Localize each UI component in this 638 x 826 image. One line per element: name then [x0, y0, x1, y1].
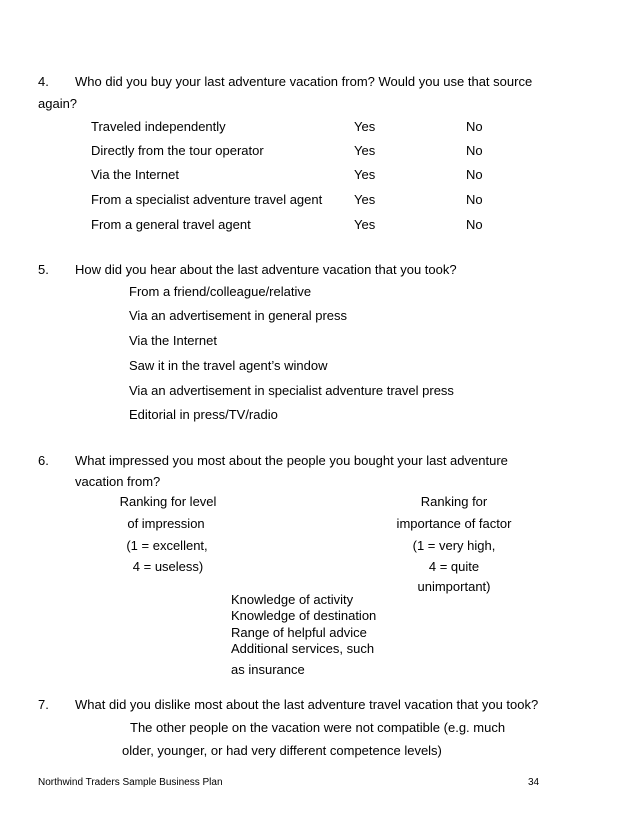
q4-row-no: No: [466, 143, 483, 158]
q6-left-header-line: (1 = excellent,: [126, 538, 208, 553]
q4-row-yes: Yes: [354, 119, 376, 134]
q4-row-label: Directly from the tour operator: [91, 143, 264, 158]
q5-option: Via an advertisement in specialist adventure travel press: [129, 383, 454, 398]
q4-row-yes: Yes: [354, 167, 376, 182]
q6-text-cont: vacation from?: [75, 474, 161, 489]
q6-right-header-line: 4 = quite: [428, 559, 480, 574]
q4-row-label: Via the Internet: [91, 167, 179, 182]
q5-text: How did you hear about the last adventure vacation that you took?: [75, 262, 457, 277]
q6-factor: Knowledge of destination: [231, 608, 377, 623]
q6-right-header-line: importance of factor: [396, 516, 512, 531]
q4-row-yes: Yes: [354, 192, 376, 207]
q6-left-header-line: of impression: [127, 516, 205, 531]
q4-row-no: No: [466, 119, 483, 134]
q6-right-header-line: unimportant): [417, 579, 491, 594]
q6-right-header-line: Ranking for: [420, 494, 488, 509]
q7-option-line: older, younger, or had very different competence levels): [122, 743, 442, 758]
q6-left-header-line: 4 = useless): [132, 559, 204, 574]
q4-row-label: Traveled independently: [91, 119, 226, 134]
q5-option: Saw it in the travel agent’s window: [129, 358, 328, 373]
q4-row-label: From a specialist adventure travel agent: [91, 192, 323, 207]
footer-title: Northwind Traders Sample Business Plan: [38, 777, 223, 788]
q6-factor: Additional services, such: [231, 641, 375, 656]
q5-option: Editorial in press/TV/radio: [129, 407, 278, 422]
q4-row-no: No: [466, 192, 483, 207]
q5-option: From a friend/colleague/relative: [129, 284, 312, 299]
q4-row-label: From a general travel agent: [91, 217, 251, 232]
q5-option: Via the Internet: [129, 333, 217, 348]
q6-number: 6.: [38, 453, 49, 468]
q6-text: What impressed you most about the people you bought your last adventure: [75, 453, 508, 468]
q4-number: 4.: [38, 74, 49, 89]
q4-row-yes: Yes: [354, 217, 376, 232]
q6-factor: as insurance: [231, 662, 305, 677]
q4-text-cont: again?: [38, 96, 78, 111]
q6-factor: Knowledge of activity: [231, 592, 354, 607]
q4-row-no: No: [466, 167, 483, 182]
q6-factor: Range of helpful advice: [231, 625, 367, 640]
q4-text: Who did you buy your last adventure vacation from? Would you use that source: [75, 74, 533, 89]
q6-right-header-line: (1 = very high,: [412, 538, 496, 553]
q5-number: 5.: [38, 262, 49, 277]
q4-row-yes: Yes: [354, 143, 376, 158]
q7-number: 7.: [38, 697, 49, 712]
page-number: 34: [528, 777, 540, 788]
q5-option: Via an advertisement in general press: [129, 308, 347, 323]
q6-left-header-line: Ranking for level: [119, 494, 217, 509]
q7-text: What did you dislike most about the last adventure travel vacation that you took?: [75, 697, 539, 712]
q4-row-no: No: [466, 217, 483, 232]
q7-option-line: The other people on the vacation were not compatible (e.g. much: [130, 720, 506, 735]
